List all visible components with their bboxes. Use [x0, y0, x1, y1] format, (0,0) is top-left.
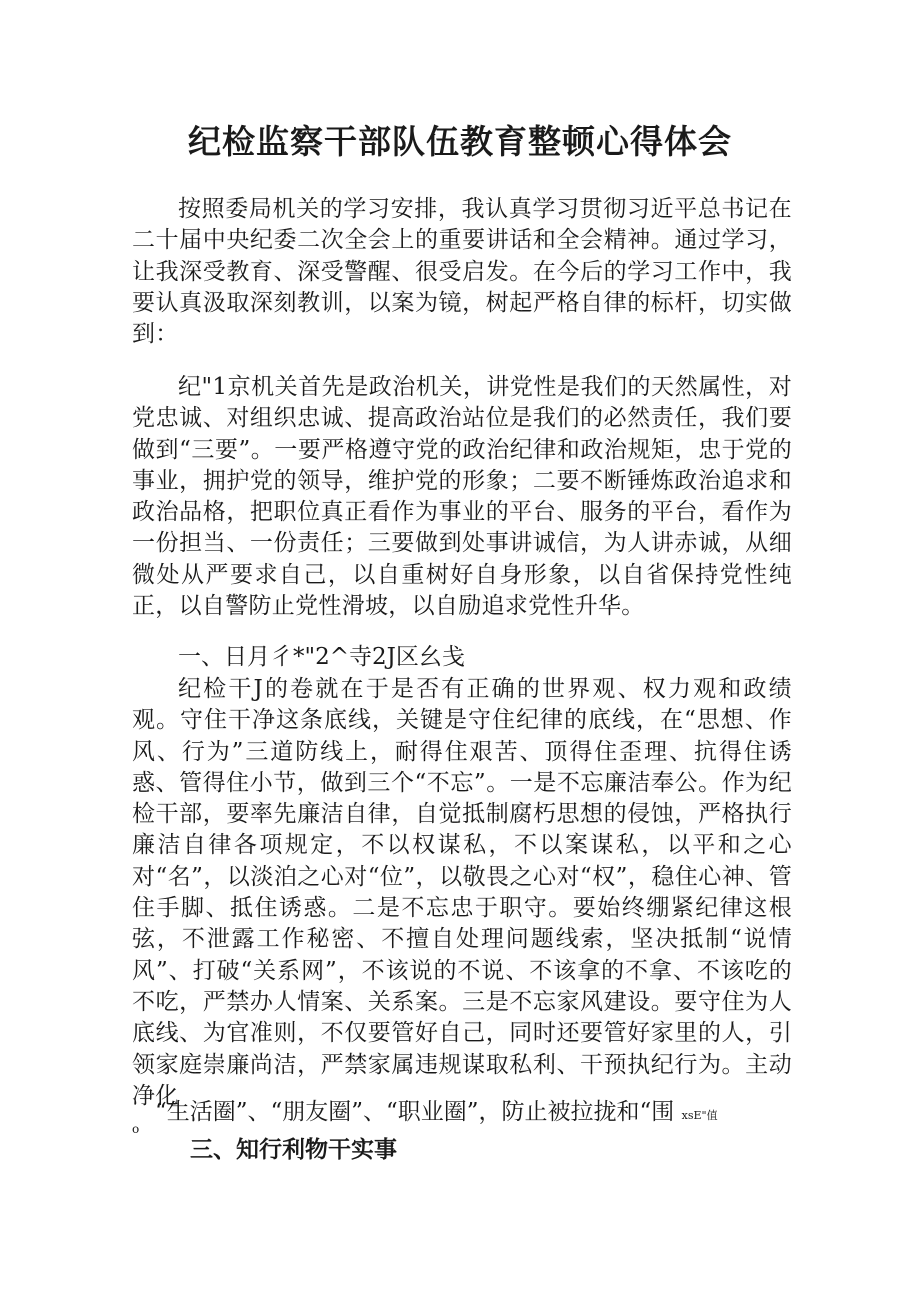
paragraph-integrity: 纪检干J的卷就在于是否有正确的世界观、权力观和政绩观。守住干净这条底线，关键是守住纪律的底线，在“思想、作风、行为”三道防线上，耐得住艰苦、顶得住歪理、抗得住诱惑、管得住小节，做到三个“不忘”。一是不忘廉洁奉公。作为纪检干部，要率先廉洁自律，自觉抵制腐朽思想的侵蚀，严格执行廉洁自律各项规定，不以权谋私，不以案谋私，以平和之心对“名”，以淡泊之心对“位”，以敬畏之心对“权”，稳住心神、管住手脚、抵住诱惑。二是不忘忠于职守。要始终绷紧纪律这根弦，不泄露工作秘密、不擅自处理问题线索，坚决抵制“说情风”、打破“关系网”，不该说的不说、不该拿的不拿、不该吃的不吃，严禁办人情案、关系案。三是不忘家风建设。要守住为人底线、为官准则，不仅要管好自己，同时还要管好家里的人，引领家庭崇廉尚洁，严禁家属违规谋取私利、干预执纪行为。主动净化	[132, 676, 792, 1109]
paragraph-intro: 按照委局机关的学习安排，我认真学习贯彻习近平总书记在二十届中央纪委二次全会上的重要讲话和全会精神。通过学习，让我深受教育、深受警醒、很受启发。在今后的学习工作中，我要认真汲取深刻教训，以案为镜，树起严格自律的标杆，切实做到：	[132, 196, 792, 348]
paragraph-political: 纪"1京机关首先是政治机关，讲党性是我们的天然属性，对党忠诚、对组织忠诚、提高政治站位是我们的必然责任，我们要做到“三要”。一要严格遵守党的政治纪律和政治规矩，忠于党的事业，拥护党的领导，维护党的形象；二要不断锤炼政治追求和政治品格，把职位真正看作为事业的平台、服务的平台，看作为一份担当、一份责任；三要做到处事讲诚信，为人讲赤诚，从细微处从严要求自己，以自重树好自身形象，以自省保持党性纯正，以自警防止党性滑坡，以自励追求党性升华。	[132, 374, 792, 620]
tail-garbled-text: xsE"值	[681, 1109, 718, 1122]
section-heading-3: 三、知行利物干实事	[190, 1137, 397, 1163]
section-heading-2: 一、日月彳*"2^寺2J区幺戋	[178, 644, 465, 670]
tail-ring-mark: o	[132, 1122, 140, 1136]
paragraph-tail-line	[132, 1097, 792, 1131]
tail-text: “生活圈”、“朋友圈”、“职业圈”，防止被拉拢和“围	[155, 1099, 675, 1125]
document-title: 纪检监察干部队伍教育整顿心得体会	[188, 122, 732, 161]
